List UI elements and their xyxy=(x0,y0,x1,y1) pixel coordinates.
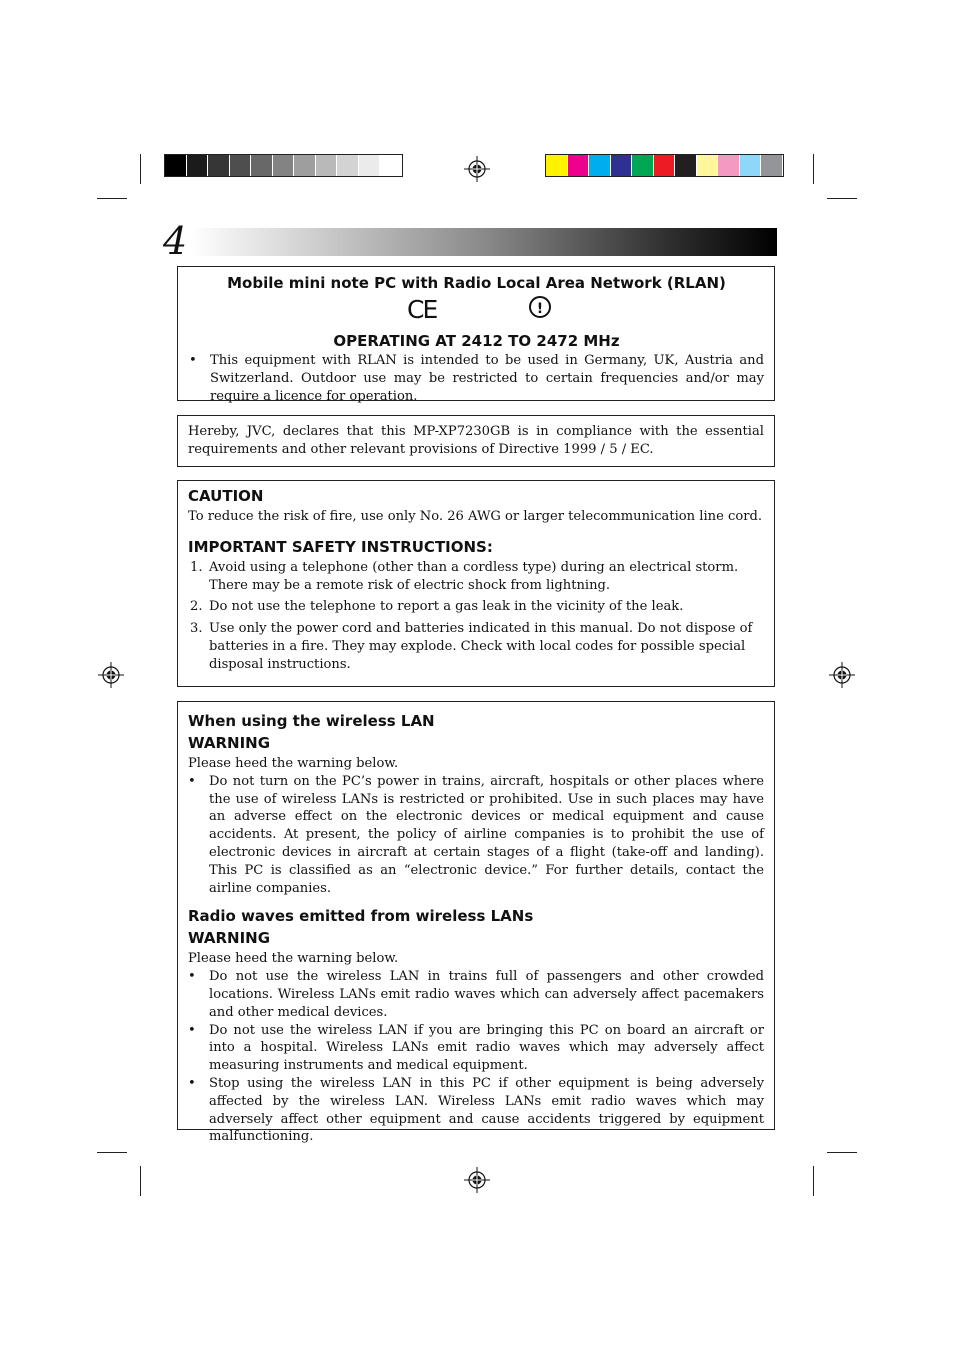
alert-mark-glyph: ! xyxy=(536,301,544,317)
color-swatch xyxy=(337,155,359,176)
color-swatch xyxy=(589,155,611,176)
radio-waves-warning-intro: Please heed the warning below. xyxy=(188,951,399,967)
alert-mark-icon xyxy=(529,296,551,318)
bullet-item xyxy=(188,968,764,1021)
caution-box xyxy=(177,480,775,687)
crop-mark xyxy=(827,1152,857,1153)
color-swatch xyxy=(654,155,676,176)
safety-item-number: 1. xyxy=(190,559,203,575)
bullet-icon: • xyxy=(188,1075,196,1091)
color-swatch xyxy=(294,155,316,176)
wireless-warning-label: WARNING xyxy=(188,734,271,752)
registration-mark-icon xyxy=(464,156,490,182)
color-swatch xyxy=(316,155,338,176)
wireless-section-title: When using the wireless LAN xyxy=(188,712,435,730)
crop-mark xyxy=(140,1166,141,1196)
bullet-item xyxy=(188,773,764,898)
safety-item-text: Do not use the telephone to report a gas leak in the vicinity of the leak. xyxy=(209,599,684,615)
color-swatch xyxy=(611,155,633,176)
color-swatch xyxy=(546,155,568,176)
operating-frequency: OPERATING AT 2412 TO 2472 MHz xyxy=(333,332,620,350)
color-swatch xyxy=(251,155,273,176)
crop-mark xyxy=(97,1152,127,1153)
color-swatch xyxy=(273,155,295,176)
color-swatch xyxy=(632,155,654,176)
wireless-bullet-list xyxy=(188,773,764,898)
color-swatch xyxy=(568,155,590,176)
crop-mark xyxy=(813,1166,814,1196)
gray-swatch-bar xyxy=(164,154,403,177)
color-swatch xyxy=(761,155,783,176)
registration-mark-icon xyxy=(464,1167,490,1193)
page-number: 4 xyxy=(163,219,188,263)
safety-item xyxy=(188,598,764,616)
color-swatch xyxy=(697,155,719,176)
color-swatch xyxy=(380,155,402,176)
radio-waves-bullet-list xyxy=(188,968,764,1146)
registration-mark-icon xyxy=(829,662,855,688)
color-swatch xyxy=(165,155,187,176)
color-swatch xyxy=(230,155,252,176)
safety-instruction-list xyxy=(188,559,764,674)
radio-waves-title: Radio waves emitted from wireless LANs xyxy=(188,907,534,926)
bullet-text: Do not turn on the PC’s power in trains, aircraft, hospitals or other places where the use of wireless LANs is restricted or prohibited. Use in such places may have an adverse effect on the electronic devices or medical equipment and cause accidents. At present, the policy of airline companies is to prohibit the use of electronic devices in aircraft at certain stages of a flight (take-off and landing). This PC is classified as an “electronic device.” For further details, contact the airline companies. xyxy=(209,773,764,896)
bullet-text: Stop using the wireless LAN in this PC if other equipment is being adversely affected by the wireless LAN. Wireless LANs emit radio waves which may adversely affect other equipment and cause accidents triggered by equipment malfunctioning. xyxy=(209,1075,764,1145)
compliance-marks xyxy=(189,294,764,326)
caution-text: To reduce the risk of fire, use only No. 26 AWG or larger telecommunication line cord. xyxy=(188,509,763,524)
bullet-item xyxy=(189,352,764,405)
bullet-text: Do not use the wireless LAN if you are bringing this PC on board an aircraft or into a hospital. Wireless LANs emit radio waves which may adversely affect measuring instruments and medical equipment. xyxy=(209,1022,764,1074)
bullet-icon: • xyxy=(188,773,196,789)
rlan-title: Mobile mini note PC with Radio Local Area Network (RLAN) xyxy=(227,274,726,292)
color-swatch-bar xyxy=(545,154,784,177)
safety-item-text: Use only the power cord and batteries indicated in this manual. Do not dispose of batteries in a fire. They may explode. Check with local codes for possible special disposal instructions. xyxy=(209,621,753,672)
radio-waves-warning-label: WARNING xyxy=(188,929,271,948)
safety-item xyxy=(188,620,764,673)
safety-title: IMPORTANT SAFETY INSTRUCTIONS: xyxy=(188,537,493,556)
color-swatch xyxy=(718,155,740,176)
crop-mark xyxy=(140,154,141,184)
bullet-text: Do not use the wireless LAN in trains full of passengers and other crowded locations. Wireless LANs emit radio waves which can adversely affect pacemakers and other medical devices. xyxy=(209,969,764,1020)
ce-mark-icon: CE xyxy=(407,295,437,324)
safety-item-number: 3. xyxy=(190,621,203,637)
crop-mark xyxy=(827,198,857,199)
bullet-icon: • xyxy=(189,353,197,368)
bullet-icon: • xyxy=(188,969,196,985)
declaration-text: Hereby, JVC, declares that this MP-XP7230GB is in compliance with the essential requirements and other relevant provisions of Directive 1999 / 5 / EC. xyxy=(188,424,764,457)
color-swatch xyxy=(208,155,230,176)
crop-mark xyxy=(813,154,814,184)
bullet-icon: • xyxy=(188,1022,196,1038)
safety-item-text: Avoid using a telephone (other than a cordless type) during an electrical storm. There may be a remote risk of electric shock from lightning. xyxy=(209,559,739,593)
safety-item xyxy=(188,559,764,595)
rlan-box xyxy=(177,266,775,404)
color-swatch xyxy=(187,155,209,176)
color-swatch xyxy=(675,155,697,176)
wireless-box xyxy=(177,701,775,1145)
bullet-item xyxy=(188,1022,764,1075)
bullet-item xyxy=(188,1075,764,1146)
crop-mark xyxy=(97,198,127,199)
color-swatch xyxy=(359,155,381,176)
safety-item-number: 2. xyxy=(190,599,203,615)
declaration-box xyxy=(177,415,775,467)
rlan-bullet-list xyxy=(189,352,764,405)
wireless-warning-intro: Please heed the warning below. xyxy=(188,756,399,771)
registration-mark-icon xyxy=(98,662,124,688)
header-gradient-bar xyxy=(190,228,777,256)
caution-title: CAUTION xyxy=(188,487,264,505)
bullet-text: This equipment with RLAN is intended to be used in Germany, UK, Austria and Switzerland. Outdoor use may be restricted to certain frequencies and/or may require a licence for operation. xyxy=(210,353,764,404)
color-swatch xyxy=(740,155,762,176)
